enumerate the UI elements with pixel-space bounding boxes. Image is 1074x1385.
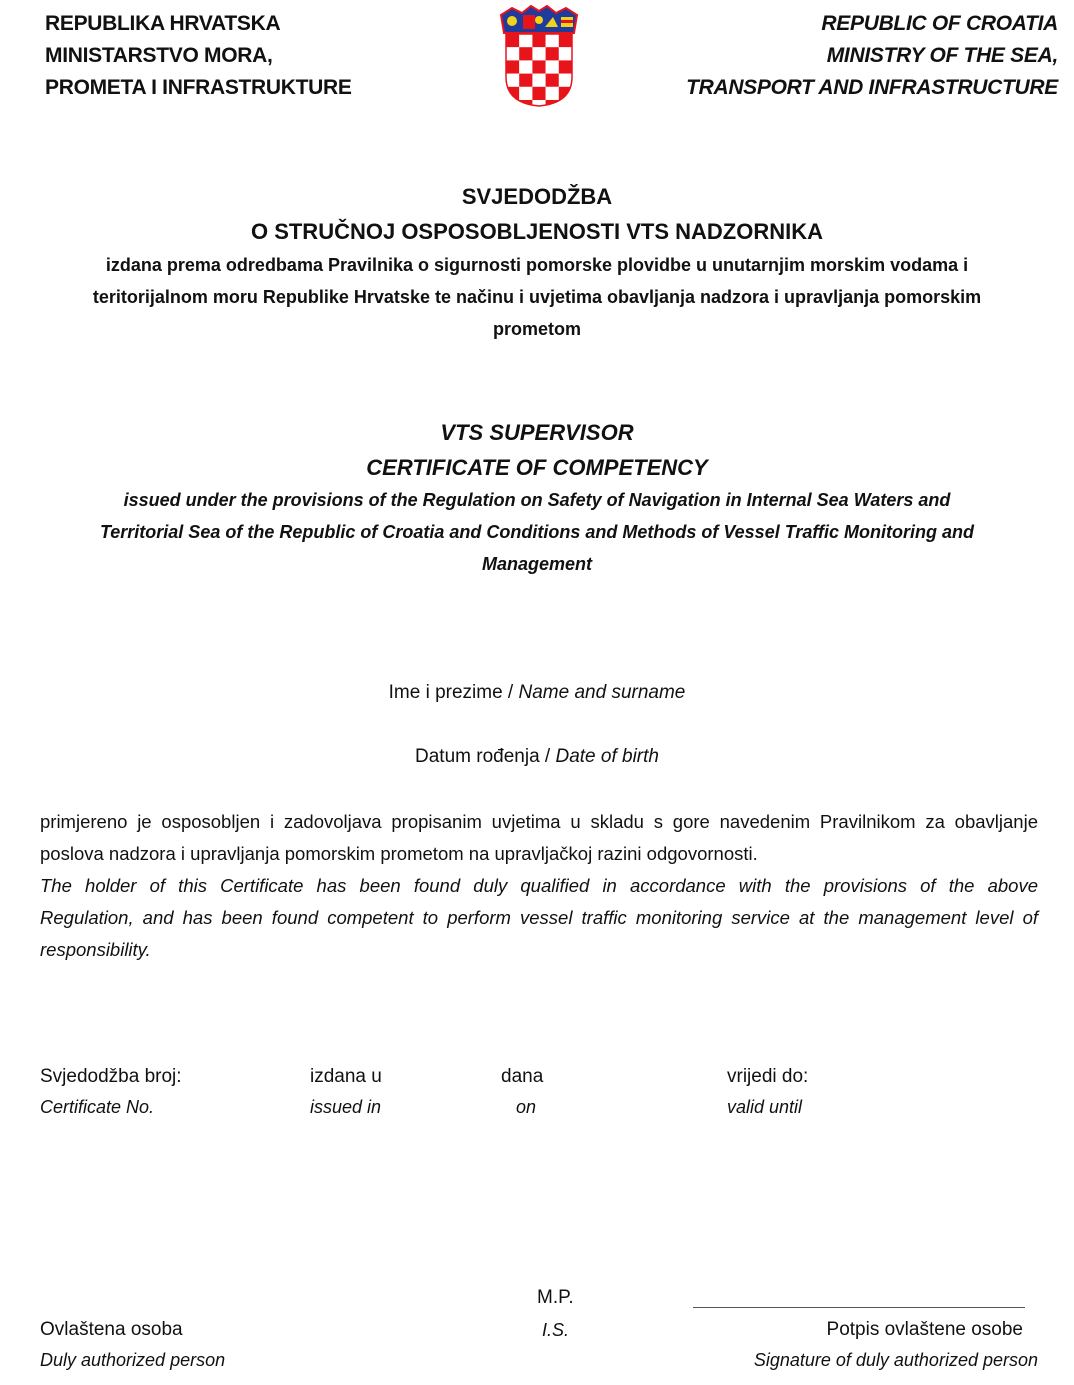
- issued-in-label-en: issued in: [310, 1097, 382, 1117]
- shield-square: [506, 34, 519, 47]
- shield-square: [519, 74, 532, 87]
- valid-until-label: vrijedi do:: [727, 1066, 809, 1087]
- valid-until-label-en: valid until: [727, 1097, 803, 1117]
- body-text: [40, 806, 1038, 966]
- header-right-line: MINISTRY OF THE SEA,: [826, 44, 1058, 67]
- issued-in-label: izdana u: [310, 1066, 382, 1087]
- authorized-person-label: Ovlaštena osoba: [40, 1319, 183, 1340]
- subtitle-hr-3: prometom: [492, 319, 581, 339]
- shield-square: [559, 100, 572, 107]
- certificate-no-label-en: Certificate No.: [40, 1097, 155, 1117]
- shield-square: [519, 47, 532, 60]
- shield-square: [519, 60, 532, 73]
- coat-of-arms-icon: [498, 3, 580, 107]
- shield-square: [546, 87, 559, 100]
- header-right-line: REPUBLIC OF CROATIA: [821, 12, 1058, 35]
- shield-square: [506, 74, 519, 87]
- shield-square: [519, 34, 532, 47]
- shield-square: [506, 100, 519, 107]
- subtitle-hr-1: izdana prema odredbama Pravilnika o sigurnosti pomorske plovidbe u unutarnjim morskim vodama i: [105, 255, 969, 275]
- crown-icon: [501, 6, 577, 33]
- shield-square: [506, 47, 519, 60]
- header-left-line: MINISTARSTVO MORA,: [45, 44, 273, 67]
- subtitle-en-3: Management: [481, 554, 593, 574]
- body-hr-line: poslova nadzora i upravljanja pomorskim prometom na upravljačkoj razini odgovornosti.: [40, 843, 758, 864]
- subtitle-en-2: Territorial Sea of the Republic of Croatia and Conditions and Methods of Vessel Traffic Monitoring and: [99, 522, 975, 542]
- issued-on-label-en: on: [516, 1097, 537, 1117]
- shield-square: [532, 74, 545, 87]
- shield-square: [559, 60, 572, 73]
- shield-square: [532, 60, 545, 73]
- shield-square: [546, 60, 559, 73]
- shield-square: [532, 34, 545, 47]
- title-hr-1: SVJEDODŽBA: [461, 184, 613, 209]
- name-label-hr: Ime i prezime /: [388, 682, 519, 703]
- name-label-en: Name and surname: [518, 682, 686, 703]
- title-hr-2: O STRUČNOJ OSPOSOBLJENOSTI VTS NADZORNIKA: [250, 219, 824, 244]
- body-en-line: Regulation, and has been found competent to perform vessel traffic monitoring service at the management level of: [40, 907, 1038, 928]
- dob-label-hr: Datum rođenja /: [415, 746, 556, 767]
- shield-square: [532, 87, 545, 100]
- header-left-line: REPUBLIKA HRVATSKA: [45, 12, 281, 35]
- header-left-line: PROMETA I INFRASTRUKTURE: [45, 76, 352, 99]
- shield-square: [559, 47, 572, 60]
- header-left: [45, 8, 352, 104]
- shield-square: [546, 74, 559, 87]
- shield-square: [519, 87, 532, 100]
- certificate-no-label: Svjedodžba broj:: [40, 1066, 182, 1087]
- signature-label: Potpis ovlaštene osobe: [826, 1319, 1023, 1340]
- body-en-line: The holder of this Certificate has been found duly qualified in accordance with the provisions of the above: [40, 875, 1038, 896]
- shield-square: [559, 34, 572, 47]
- signature-line: [693, 1307, 1025, 1308]
- subtitle-hr-2: teritorijalnom moru Republike Hrvatske te načinu i uvjetima obavljanja nadzora i upravljanja pomorskim: [92, 287, 982, 307]
- shield-square: [532, 47, 545, 60]
- seal-label: M.P.: [537, 1287, 574, 1308]
- seal-label-en: I.S.: [542, 1320, 570, 1340]
- body-hr-line: primjereno je osposobljen i zadovoljava propisanim uvjetima u skladu s gore navedenim Pravilnikom za obavljanje: [40, 811, 1038, 832]
- shield-square: [559, 74, 572, 87]
- name-label: [0, 682, 1074, 704]
- dob-label: [0, 746, 1074, 768]
- title-en-2: CERTIFICATE OF COMPETENCY: [366, 455, 708, 480]
- authorized-person-label-en: Duly authorized person: [40, 1350, 226, 1370]
- issued-on-label: dana: [501, 1066, 544, 1087]
- shield-square: [546, 34, 559, 47]
- dob-label-en: Date of birth: [555, 746, 659, 767]
- title-en-1: VTS SUPERVISOR: [440, 420, 634, 445]
- shield-square: [506, 60, 519, 73]
- header-right: [686, 8, 1058, 104]
- signature-label-en: Signature of duly authorized person: [753, 1350, 1038, 1370]
- subtitle-en-1: issued under the provisions of the Regulation on Safety of Navigation in Internal Sea Waters and: [123, 490, 951, 510]
- body-en-line: responsibility.: [40, 939, 151, 960]
- header-right-line: TRANSPORT AND INFRASTRUCTURE: [686, 76, 1058, 99]
- shield-square: [546, 47, 559, 60]
